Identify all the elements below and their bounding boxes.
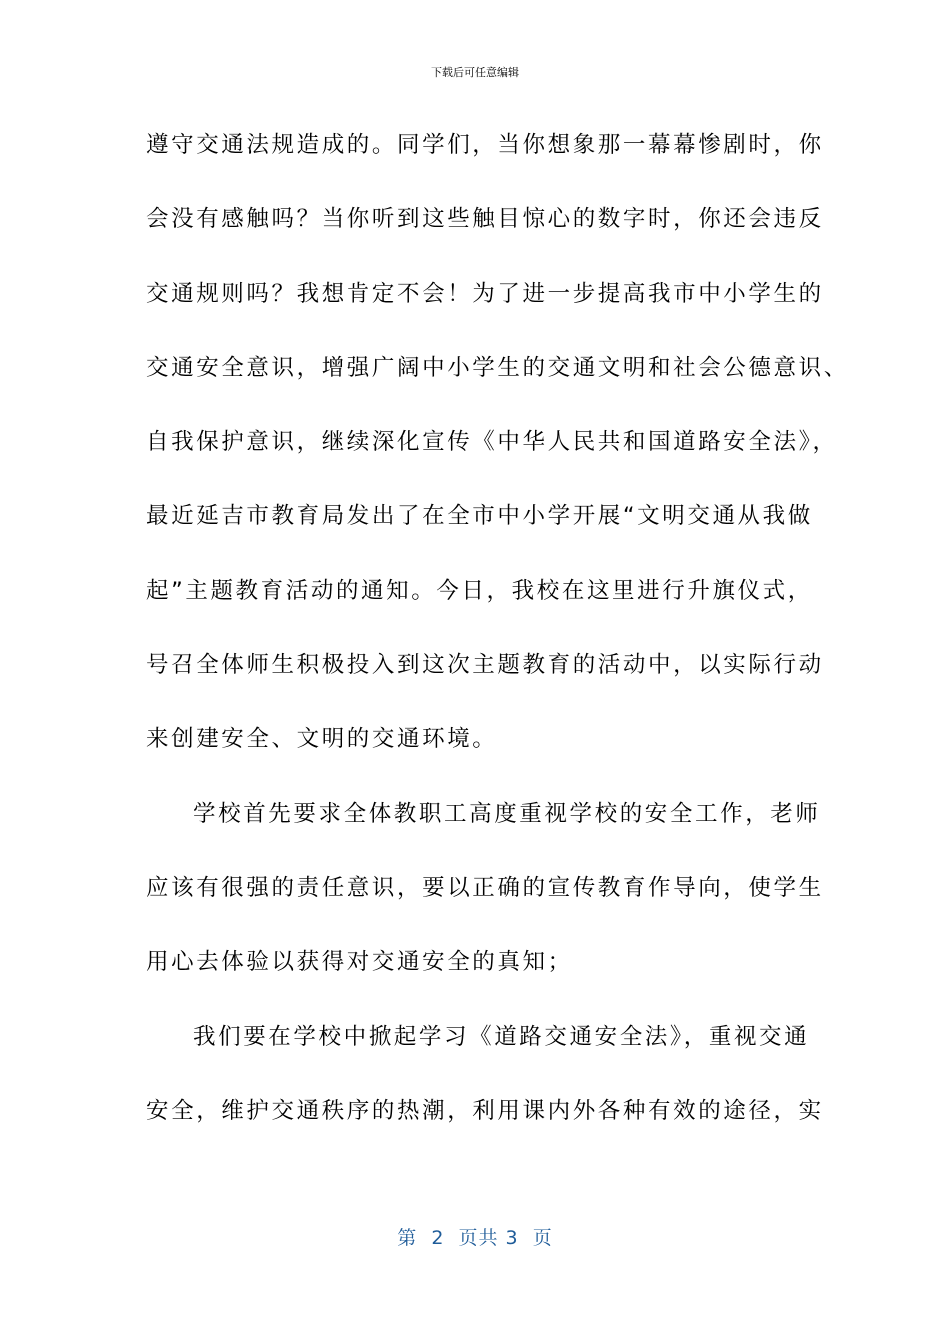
text-line: 遵守交通法规造成的。同学们，当你想象那一幕幕惨剧时，你 <box>146 132 824 158</box>
paragraph-first-line: 我们要在学校中掀起学习《道路交通安全法》，重视交通 <box>193 1023 810 1050</box>
text-line: 用心去体验以获得对交通安全的真知； <box>146 949 573 976</box>
text-line: 会没有感触吗？当你听到这些触目惊心的数字时，你还会违反 <box>146 206 824 233</box>
document-body <box>146 125 849 1165</box>
text-line: 交通规则吗？我想肯定不会！为了进一步提高我市中小学生的 <box>146 280 824 307</box>
text-line: 交通安全意识，增强广阔中小学生的交通文明和社会公德意识、 <box>146 354 849 381</box>
page-header: 下载后可任意编辑 <box>431 66 519 79</box>
text-line: 自我保护意识，继续深化宣传《中华人民共和国道路安全法》， <box>146 429 838 456</box>
page-number-footer: 第 2 页共 3 页 <box>397 1227 553 1249</box>
text-line: 最近延吉市教育局发出了在全市中小学开展“文明交通从我做 <box>146 503 813 530</box>
text-line: 安全，维护交通秩序的热潮，利用课内外各种有效的途径，实 <box>146 1097 824 1124</box>
text-line: 起”主题教育活动的通知。今日，我校在这里进行升旗仪式， <box>146 577 813 604</box>
text-line: 号召全体师生积极投入到这次主题教育的活动中，以实际行动 <box>146 652 824 679</box>
text-line: 来创建安全、文明的交通环境。 <box>146 726 498 753</box>
paragraph-first-line: 学校首先要求全体教职工高度重视学校的安全工作，老师 <box>193 800 821 827</box>
text-line: 应该有很强的责任意识，要以正确的宣传教育作导向，使学生 <box>146 874 824 901</box>
